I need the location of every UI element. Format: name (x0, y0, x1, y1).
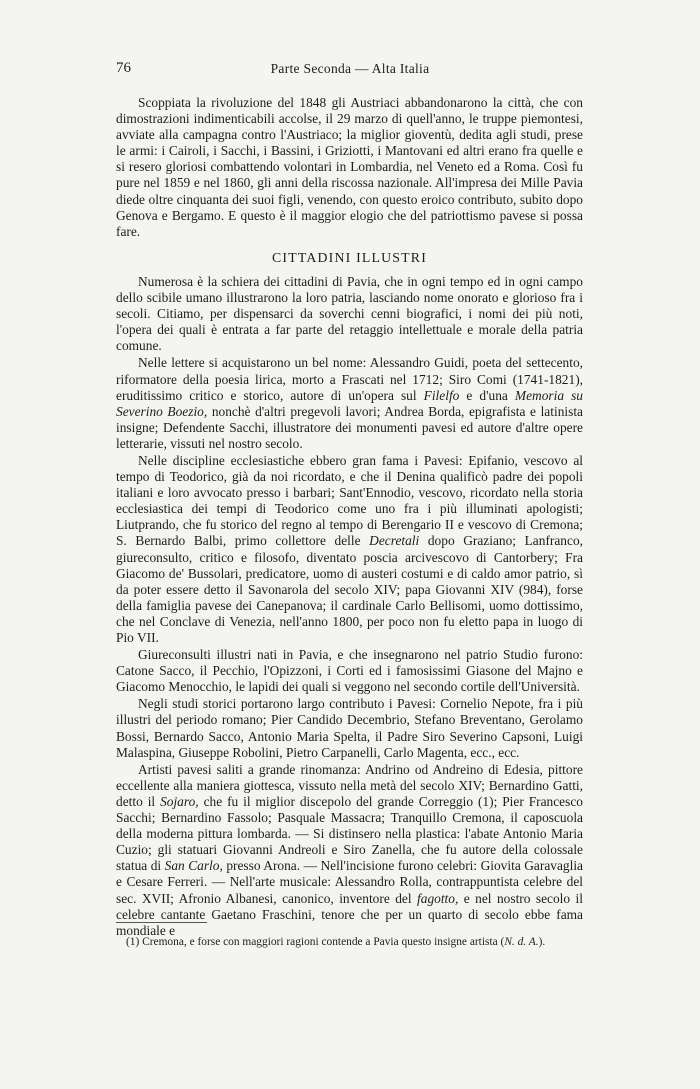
italic-name: Sojaro, (160, 793, 199, 809)
paragraph-historians: Negli studi storici portarono largo contributo i Pavesi: Cornelio Nepote, fra i più illustri del periodo romano; Pier Candido Decembrio, Stefano Breventano, Gerolamo Bossi, Bernardo Sacco, Antonio Maria Spelta, il Padre Siro Severino Capsoni, Luigi Malaspina, Giuseppe Robolini, Pietro Carpanelli, Carlo Magenta, ecc., ecc. (116, 696, 583, 760)
italic-name: San Carlo, (164, 858, 223, 874)
main-text (116, 95, 583, 939)
paragraph-citizens-intro: Numerosa è la schiera dei cittadini di Pavia, che in ogni tempo ed in ogni campo dello scibile umano illustrarono la loro patria, lasciando nome onorato e glorioso fra i secoli. Citiamo, per dispensarci da soverchi cenni biografici, i nomi dei più noti, l'opera dei quali è entrata a far parte del retaggio intellettuale e morale della patria comune. (116, 273, 583, 354)
footnote-rule (116, 922, 207, 923)
italic-title: Filelfo (423, 387, 460, 403)
text-run: Artisti pavesi saliti a grande rinomanza: Andrino od Andreino di Edesia, pittore eccellente alla maniera giottesca, vissuto nella metà del secolo XIV; Bernardino Gatti, detto il (116, 761, 583, 809)
section-heading: CITTADINI ILLUSTRI (272, 249, 427, 265)
text-run: che fu il miglior discepolo del grande Correggio (1); Pier Francesco Sacchi; Bernardino Fassolo; Pasquale Massacra; Tranquillo Cremona, il caposcuola della moderna pittura lombarda. — Si distinsero nella plastica: l'abate Antonio Maria Cuzio; gli statuari Giovanni Andreoli e Siro Zanella, che fu autore della colossale statua di (116, 793, 583, 874)
italic-title: Decretali (369, 533, 420, 549)
running-title: Parte Seconda — Alta Italia (270, 61, 430, 76)
text-run: ). (538, 936, 546, 948)
italic-title: Memoria su Severino Boezio, (116, 387, 583, 419)
text-run: presso Arona. — Nell'incisione furono celebri: Giovita Garavaglia e Cesare Ferreri. — Nell'arte musicale: Alessandro Rolla, contrappuntista celebre del sec. XVII; Afronio Albanesi, canonico, inventore del (116, 858, 583, 906)
italic-name: fagotto, (417, 890, 459, 906)
text-run: (1) Cremona, e forse con maggiori ragioni contende a Pavia questo insigne artista ( (126, 936, 505, 948)
paragraph-artists (116, 762, 583, 939)
paragraph-letters (116, 355, 583, 452)
text-run: e nel nostro secolo il celebre cantante Gaetano Fraschini, tenore che per un quarto di secolo ebbe fama mondiale e (116, 890, 583, 938)
text-run: Nelle lettere si acquistarono un bel nome: Alessandro Guidi, poeta del settecento, riformatore della poesia lirica, morto a Frascati nel 1712; Siro Comi (1741-1821), eruditissimo critico e storico, autore di un'opera sul (116, 355, 583, 403)
footnote (116, 935, 636, 949)
text-run: dopo Graziano; Lanfranco, giureconsulto, critico e filosofo, diventato poscia arcivescovo di Cantorbery; Fra Giacomo de' Bussolari, predicatore, uomo di austeri costumi e di caldo amor patrio, sì da poter essere detto il Savonarola del secolo XIV; papa Giovanni XIV (984), forse della famiglia pavese dei Canepanova; il cardinale Carlo Bellisomi, uomo dottissimo, che nel Conclave di Venezia, nell'anno 1800, per poco non fu eletto papa in luogo di Pio VII. (116, 533, 583, 645)
intro-paragraph: Scoppiata la rivoluzione del 1848 gli Austriaci abbandonarono la città, che con dimostrazioni indimenticabili accolse, il 29 marzo di quell'anno, le truppe piemontesi, avviate alla campagna contro l'Austriaco; la miglior gioventù, dedita agli studi, prese le armi: i Cairoli, i Sacchi, i Bassini, i Griziotti, i Mantovani ed altri erano fra quelle e si resero gloriosi combattendo volontari in Lombardia, nel Veneto ed a Roma. Così fu pure nel 1859 e nel 1860, gli anni della riscossa nazionale. All'impresa dei Mille Pavia diede oltre cinquanta dei suoi figli, venendo, con questo eroico contributo, subito dopo Genova e Bergamo. E questo è il maggior elogio che del patriottismo pavese si possa fare. (116, 95, 583, 239)
text-run: nonchè d'altri pregevoli lavori; Andrea Borda, epigrafista e latinista insigne; Defendente Sacchi, illustratore dei monumenti pavesi ed autore d'altre opere letterarie, vissuti nel nostro secolo. (116, 403, 583, 451)
paragraph-ecclesiastics (116, 453, 583, 646)
italic-abbrev: N. d. A. (504, 936, 539, 948)
text-run: Nelle discipline ecclesiastiche ebbero gran fama i Pavesi: Epifanio, vescovo al tempo di Teodorico, già da noi ricordato, e che il Denina qualificò padre dei popoli italiani e loro avvocato presso i barbari; Sant'Ennodio, vescovo, ricordato nella storia ecclesiastica dei tempi di Teodorico come uno fra i più illuminati apologisti; Liutprando, che fu storico del regno al tempo di Berengario II e vescovo di Cremona; S. Bernardo Balbi, primo collettore delle (116, 452, 583, 549)
text-run: e d'una (459, 387, 515, 403)
page-number: 76 (116, 60, 131, 76)
paragraph-jurists: Giureconsulti illustri nati in Pavia, e che insegnarono nel patrio Studio furono: Catone Sacco, il Pecchio, l'Opizzoni, i Corti ed i famosissimi Giasone del Majno e Giacomo Menocchio, le lapidi dei quali si veggono nel secondo cortile dell'Università. (116, 647, 583, 695)
page-header (116, 60, 584, 84)
